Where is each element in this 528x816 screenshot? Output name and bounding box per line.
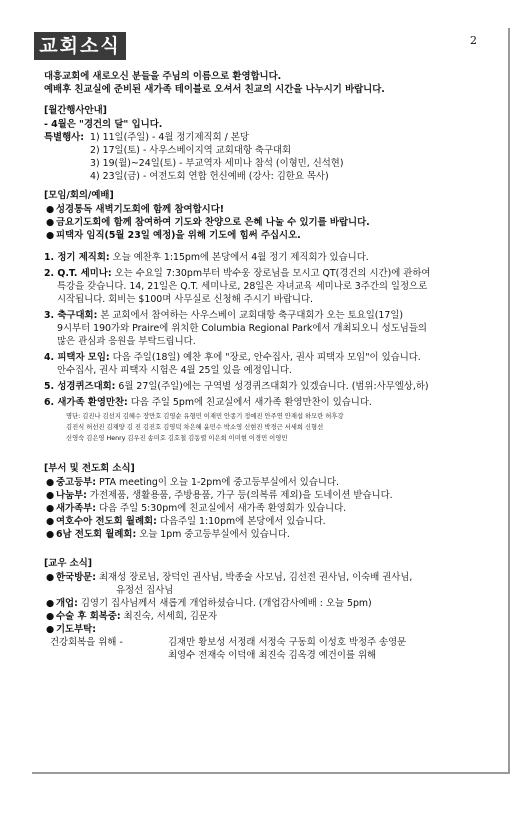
monthly-events-section (44, 104, 502, 183)
notice-item: 4. 피택자 모임: 다음 주일(18일) 예찬 후에 "장로, 안수집사, 권사 피택자 모임"이 있습니다. 안수집사, 권사 피택자 시험은 4월 25일 있을 예정입니다. (44, 352, 421, 376)
event-item: 1) 11일(주일) - 4월 정기제직회 / 본당 (90, 132, 249, 143)
prayer-request: 최영수 전재숙 이덕애 최진숙 김옥경 예건이를 위해 (168, 650, 377, 661)
events-label: 특별행사: (44, 132, 84, 143)
notice-item: 2. Q.T. 세미나: 오는 수요일 7:30pm부터 박수웅 장로님을 모시고 QT(경건의 시간)에 관하여 특강을 갖습니다. 14, 21일은 Q.T. 세미나로, 28일은 자녀교육 세미나로 3주간의 일정으로 시작됩니다. 회비는 $100며 사무실로 신청해 주시기 바랍니다. (44, 268, 431, 305)
event-item: 2) 17일(토) - 사우스베이지역 교회대항 축구대회 (90, 145, 292, 156)
bulletin-content (44, 70, 502, 662)
list-item: ● 성경통독 새벽기도회에 함께 참여합시다! (46, 204, 225, 215)
notice-item: 6. 새가족 환영만찬: 다음 주일 5pm에 친교실에서 새가족 환영만찬이 있습니다. (44, 397, 372, 408)
event-item: 4) 23일(금) - 여전도회 연합 헌신예배 (강사: 김한요 목사) (90, 171, 329, 182)
prayer-request: 건강회복을 위해 - 김재만 황보성 서정래 서정숙 구동희 이성호 박정주 송영문 (50, 637, 407, 648)
welcome-line: 예배후 친교실에 준비된 새가족 테이블로 오셔서 친교의 시간을 나누시기 바랍니다. (44, 84, 385, 95)
list-item: ● 6남 전도회 월례회: 오늘 1pm 중고등부실에서 있습니다. (46, 529, 290, 540)
list-item: ● 금요기도회에 함께 참여하여 기도와 찬양으로 은혜 나눌 수 있기를 바랍니다. (46, 217, 370, 228)
ministry-section (44, 462, 502, 541)
list-item: ● 개업: 김영기 집사님께서 새롭게 개업하셨습니다. (개업감사예배 : 오늘 5pm) (46, 598, 372, 609)
section-heading: [모임/회의/예배] (44, 190, 114, 201)
list-item: ● 한국방문: 최재성 장로님, 장덕인 권사님, 박종술 사모님, 김선전 권사님, 이숙배 권사님, (46, 572, 413, 583)
welcome-line: 대흥교회에 새로오신 분들을 주님의 이름으로 환영합니다. (44, 71, 282, 82)
members-section (44, 557, 502, 662)
list-item: ● 나눔부: 가전제품, 생활용품, 주방용품, 가구 등(의복류 제외)을 도네이션 받습니다. (46, 490, 393, 501)
welcome-message (44, 70, 502, 96)
page-number: 2 (470, 34, 477, 47)
notice-item: 1. 정기 제직회: 오늘 예찬후 1:15pm에 본당에서 4월 정기 제직회가 있습니다. (44, 252, 369, 263)
list-item: ● 피택자 임직(5월 23일 예정)을 위해 기도에 힘써 주십시오. (46, 230, 301, 241)
section-heading: [교우 소식] (44, 558, 93, 569)
list-item: ● 새가족부: 다음 주일 5:30pm에 친교실에서 새가족 환영회가 있습니다. (46, 503, 347, 514)
list-item: ● 중고등부: PTA meeting이 오늘 1-2pm에 중고등부실에서 있습니다. (46, 477, 339, 488)
list-item-continued: 유정선 집사님 (116, 585, 174, 596)
event-item: 3) 19(월)~24일(토) - 부교역자 세미나 참석 (이형민, 신석현) (90, 158, 344, 169)
notice-item: 5. 성경퀴즈대회: 6월 27일(주일)에는 구역별 성경퀴즈대회가 있겠습니다. (범위:사무엘상,하) (44, 381, 429, 392)
list-item: ● 기도부탁: (46, 624, 96, 635)
monthly-theme: - 4월은 "경건의 달" 입니다. (44, 119, 163, 130)
name-list: 명단: 김진나 김선지 김혜수 장만호 김영순 유형민 이재민 안종기 정예진 안주연 안재섭 하모란 허후강 김진식 허선진 김재양 김 진 김진호 김영덕 차은혜 윤민수 박소영 신현진 박경근 서세희 신형선 신영숙 김은영 Henry 김우진 송미호 김호철 김동렬 이은희 이미현 이경민 이영민 (66, 413, 344, 442)
list-item: ● 수술 후 회복중: 최진숙, 서세희, 김문자 (46, 611, 218, 622)
page-title: 교회소식 (34, 32, 126, 60)
meetings-section (44, 189, 502, 444)
section-heading: [부서 및 전도회 소식] (44, 463, 135, 474)
notice-item: 3. 축구대회: 본 교회에서 참여하는 사우스베이 교회대항 축구대회가 오는 토요일(17일) 9시부터 190가와 Praire에 위치한 Columbia Regional Park에서 개최되오니 성도님들의 많은 관심과 응원을 부탁드립니다. (44, 310, 427, 347)
list-item: ● 여호수아 전도회 월례회: 다음주일 1:10pm에 본당에서 있습니다. (46, 516, 326, 527)
section-heading: [월간행사안내] (44, 105, 107, 116)
